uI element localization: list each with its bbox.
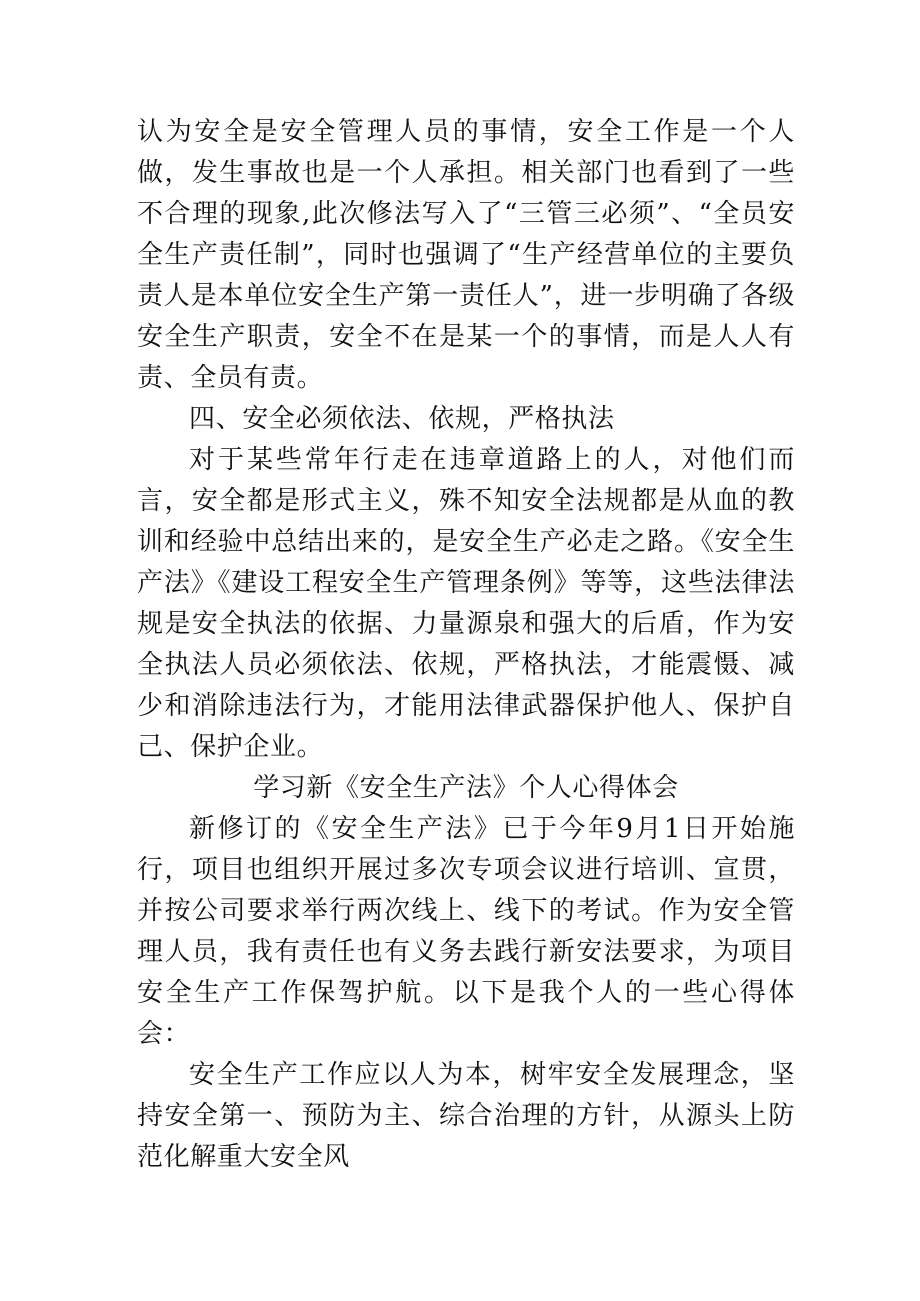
paragraph-responsibility: 认为安全是安全管理人员的事情，安全工作是一个人做，发生事故也是一个人承担。相关部门也看到了一些不合理的现象,此次修法写入了“三管三必须”、“全员安全生产责任制”，同时也强调了“生产经营单位的主要负责人是本单位安全生产第一责任人”，进一步明确了各级安全生产职责，安全不在是某一个的事情，而是人人有责、全员有责。	[137, 117, 795, 393]
paragraph-law-enforcement: 对于某些常年行走在违章道路上的人，对他们而言，安全都是形式主义，殊不知安全法规都是从血的教训和经验中总结出来的，是安全生产必走之路。《安全生产法》《建设工程安全生产管理条例》等等，这些法律法规是安全执法的依据、力量源泉和强大的后盾，作为安全执法人员必须依法、依规，严格执法，才能震慑、减少和消除违法行为，才能用法律武器保护他人、保护自己、保护企业。	[137, 445, 795, 762]
section-heading-four: 四、安全必须依法、依规，严格执法	[189, 404, 615, 434]
document-title: 学习新《安全生产法》个人心得体会	[253, 773, 679, 803]
document-body	[137, 112, 795, 1178]
paragraph-introduction: 新修订的《安全生产法》已于今年9月1日开始施行，项目也组织开展过多次专项会议进行培训、宣贯，并按公司要求举行两次线上、线下的考试。作为安全管理人员，我有责任也有义务去践行新安法要求，为项目安全生产工作保驾护航。以下是我个人的一些心得体会：	[137, 814, 795, 1049]
paragraph-people-oriented: 安全生产工作应以人为本，树牢安全发展理念，坚持安全第一、预防为主、综合治理的方针，从源头上防范化解重大安全风	[137, 1060, 795, 1172]
